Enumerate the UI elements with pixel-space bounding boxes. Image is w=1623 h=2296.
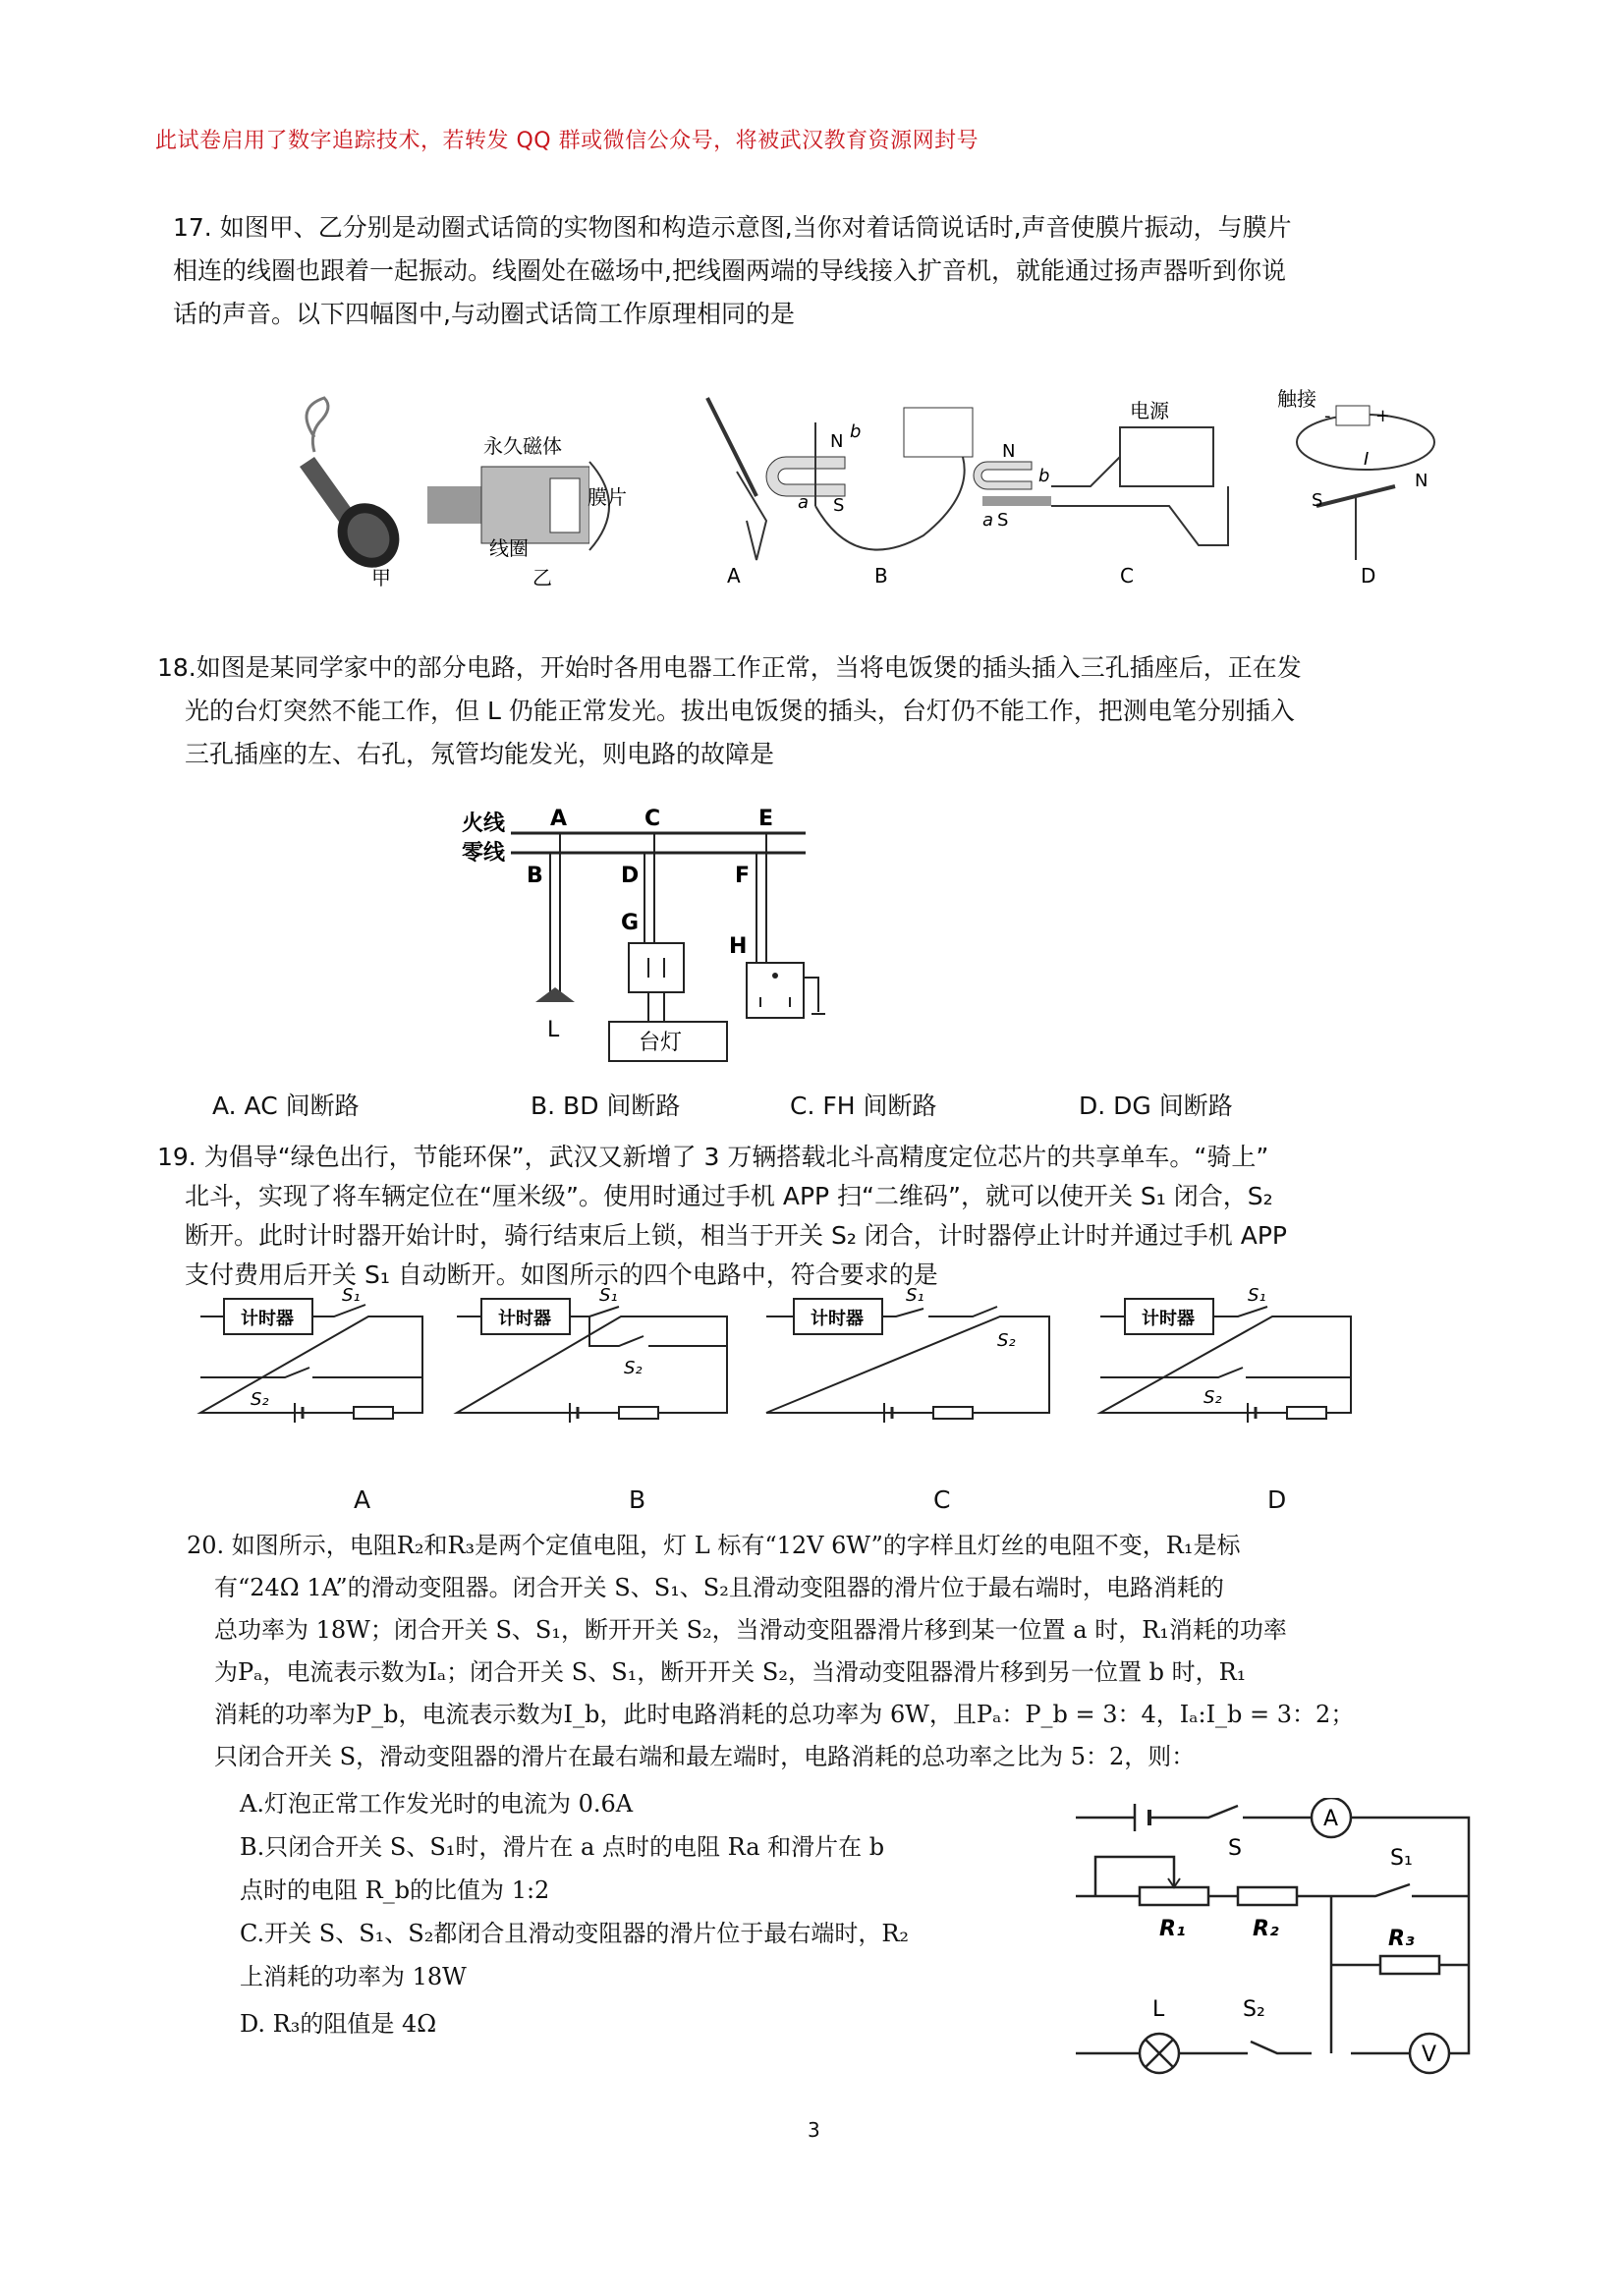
neutral-wire-label: 零线 (462, 841, 506, 866)
fig-magnet-label: 永久磁体 (483, 434, 562, 458)
microphone-structure (427, 434, 627, 589)
q19-label-d: D (1267, 1485, 1287, 1514)
fig-c-a: a (982, 510, 994, 531)
lamp-label: L (1152, 1997, 1165, 2022)
q20-option-b-cont: 点时的电阻 R_b的比值为 1:2 (240, 1876, 550, 1904)
q19-line: 断开。此时计时器开始计时，骑行结束后上锁，相当于开关 S₂ 闭合，计时器停止计时并通过手机 APP (185, 1221, 1287, 1250)
switch-s-label: S (1228, 1836, 1242, 1861)
resistor-r1 (1140, 1887, 1208, 1905)
node-d: D (621, 864, 640, 888)
q20-circuit-figure (1066, 1798, 1479, 2083)
switch-s2-label: S₂ (251, 1389, 269, 1410)
q18-option-c: C. FH 间断路 (790, 1092, 937, 1120)
fig-b-b: b (850, 421, 862, 442)
fig-c-s: S (997, 510, 1009, 531)
q20-option-c: C.开关 S、S₁、S₂都闭合且滑动变阻器的滑片位于最右端时，R₂ (240, 1920, 910, 1947)
q17-line: 话的声音。以下四幅图中,与动圈式话筒工作原理相同的是 (173, 300, 795, 328)
node-c: C (644, 807, 661, 831)
q17-line: 相连的线圈也跟着一起振动。线圈处在磁场中,把线圈两端的导线接入扩音机，就能通过扬声器听到你说 (173, 256, 1286, 285)
switch-s1-label: S₁ (342, 1287, 361, 1306)
q20-line: 20. 如图所示，电阻R₂和R₃是两个定值电阻，灯 L 标有“12V 6W”的字样且灯丝的电阻不变，R₁是标 (187, 1532, 1241, 1559)
switch-s2-label: S₂ (1203, 1387, 1222, 1408)
q19-label-c: C (933, 1485, 951, 1514)
fig-d-i: I (1364, 449, 1370, 470)
q19-line: 19. 为倡导“绿色出行，节能环保”，武汉又新增了 3 万辆搭载北斗高精度定位芯片的共享单车。“骑上” (157, 1143, 1269, 1171)
node-b: B (527, 864, 543, 888)
q18-option-d: D. DG 间断路 (1079, 1092, 1233, 1120)
fig-d-plus: + (1375, 406, 1391, 426)
option-b-figure (766, 408, 973, 588)
q18-circuit-figure (452, 796, 825, 1081)
fig-a-label: A (727, 564, 741, 588)
fig-coil-label: 线圈 (489, 536, 529, 560)
q18-line: 18.如图是某同学家中的部分电路，开始时各用电器工作正常，当将电饭煲的插头插入三孔插座后，正在发 (157, 653, 1302, 682)
r1-label: R₁ (1159, 1917, 1186, 1941)
circuit-c (766, 1287, 1049, 1423)
question-20 (187, 1525, 1493, 1778)
node-g: G (621, 911, 640, 935)
q19-label-b: B (629, 1485, 646, 1514)
q19-circuits-figure (196, 1287, 1375, 1454)
page-number: 3 (808, 2118, 820, 2142)
fig-c-b: b (1038, 466, 1050, 486)
q19-label-a: A (354, 1485, 371, 1514)
fig-c-n: N (1002, 441, 1016, 462)
switch-s1-label: S₁ (599, 1287, 618, 1306)
live-wire-label: 火线 (462, 812, 506, 836)
fig-touch-label: 触接 (1277, 388, 1316, 411)
q19-line: 北斗，实现了将车辆定位在“厘米级”。使用时通过手机 APP 扫“二维码”，就可以使开关 S₁ 闭合，S₂ (185, 1182, 1273, 1210)
option-d-figure (1277, 388, 1434, 588)
q18-option-b: B. BD 间断路 (531, 1092, 681, 1120)
lamp-l-label: L (547, 1018, 560, 1042)
fig-d-n: N (1415, 471, 1428, 491)
r2-label: R₂ (1253, 1917, 1279, 1941)
fig-b-s: S (833, 495, 845, 516)
switch-s2-label: S₂ (997, 1330, 1016, 1351)
q19-line: 支付费用后开关 S₁ 自动断开。如图所示的四个电路中，符合要求的是 (185, 1260, 938, 1289)
fig-b-label: B (874, 564, 888, 588)
fig-yi-label: 乙 (532, 566, 552, 589)
timer-label: 计时器 (1142, 1309, 1195, 1329)
desk-lamp-label: 台灯 (639, 1031, 683, 1055)
fig-c-label: C (1120, 564, 1134, 588)
question-19 (157, 1138, 1493, 1295)
fig-membrane-label: 膜片 (588, 485, 627, 509)
q20-option-d: D. R₃的阻值是 4Ω (240, 2010, 437, 2038)
circuit-d (1100, 1287, 1351, 1423)
switch-s1-label: S₁ (1390, 1846, 1413, 1871)
q18-line: 光的台灯突然不能工作，但 L 仍能正常发光。拔出电饭煲的插头，台灯仍不能工作，把测电笔分别插入 (185, 697, 1295, 725)
timer-label: 计时器 (241, 1309, 294, 1329)
circuit-a (200, 1287, 422, 1423)
q20-line: 只闭合开关 S，滑动变阻器的滑片在最右端和最左端时，电路消耗的总功率之比为 5：2，则： (214, 1743, 1196, 1770)
switch-s1-label: S₁ (906, 1287, 924, 1306)
timer-label: 计时器 (498, 1309, 551, 1329)
fig-jia-label: 甲 (371, 566, 391, 589)
r3-label: R₃ (1388, 1927, 1415, 1951)
question-17 (173, 206, 1489, 336)
switch-s2-label: S₂ (624, 1358, 643, 1378)
fig-power-label: 电源 (1130, 399, 1169, 422)
fig-b-n: N (830, 431, 844, 452)
ammeter-label: A (1323, 1807, 1339, 1831)
fig-d-minus: - (1324, 406, 1331, 426)
option-c-figure (974, 399, 1228, 588)
timer-label: 计时器 (811, 1309, 864, 1329)
question-18 (157, 646, 1493, 776)
resistor-r3 (1380, 1956, 1439, 1974)
q18-line: 三孔插座的左、右孔，氖管均能发光，则电路的故障是 (185, 740, 775, 768)
switch-s1-label: S₁ (1248, 1287, 1266, 1306)
option-a-figure (707, 398, 766, 588)
q18-option-a: A. AC 间断路 (212, 1092, 360, 1120)
q17-line: 17. 如图甲、乙分别是动圈式话筒的实物图和构造示意图,当你对着话筒说话时,声音使膜片振动，与膜片 (173, 213, 1292, 242)
q20-option-b: B.只闭合开关 S、S₁时，滑片在 a 点时的电阻 Ra 和滑片在 b (240, 1833, 885, 1861)
resistor-r2 (1238, 1887, 1297, 1905)
q17-figure (255, 388, 1454, 599)
switch-s2-label: S₂ (1243, 1997, 1265, 2022)
q20-line: 消耗的功率为P_b，电流表示数为I_b，此时电路消耗的总功率为 6W，且Pₐ：P_b = 3：4，Iₐ:I_b = 3：2； (214, 1701, 1355, 1728)
fig-d-label: D (1361, 564, 1376, 588)
node-h: H (729, 934, 748, 959)
q20-line: 总功率为 18W；闭合开关 S、S₁，断开开关 S₂，当滑动变阻器滑片移到某一位置 a 时，R₁消耗的功率 (214, 1616, 1287, 1644)
node-a: A (550, 807, 568, 831)
fig-b-a: a (798, 492, 810, 513)
q20-line: 有“24Ω 1A”的滑动变阻器。闭合开关 S、S₁、S₂且滑动变阻器的滑片位于最右端时，电路消耗的 (214, 1574, 1224, 1601)
two-hole-socket (629, 943, 684, 992)
circuit-b (457, 1287, 727, 1423)
q20-option-a: A.灯泡正常工作发光时的电流为 0.6A (240, 1790, 634, 1818)
fig-d-s: S (1312, 490, 1323, 511)
q20-line: 为Pₐ，电流表示数为Iₐ；闭合开关 S、S₁，断开开关 S₂，当滑动变阻器滑片移到另一位置 b 时，R₁ (214, 1658, 1247, 1686)
node-f: F (735, 864, 751, 888)
voltmeter-label: V (1422, 2043, 1437, 2067)
q20-option-c-cont: 上消耗的功率为 18W (240, 1963, 467, 1990)
watermark-banner: 此试卷启用了数字追踪技术，若转发 QQ 群或微信公众号，将被武汉教育资源网封号 (155, 129, 979, 153)
microphone-photo (300, 398, 412, 589)
three-hole-socket (747, 963, 804, 1018)
node-e: E (758, 807, 774, 831)
